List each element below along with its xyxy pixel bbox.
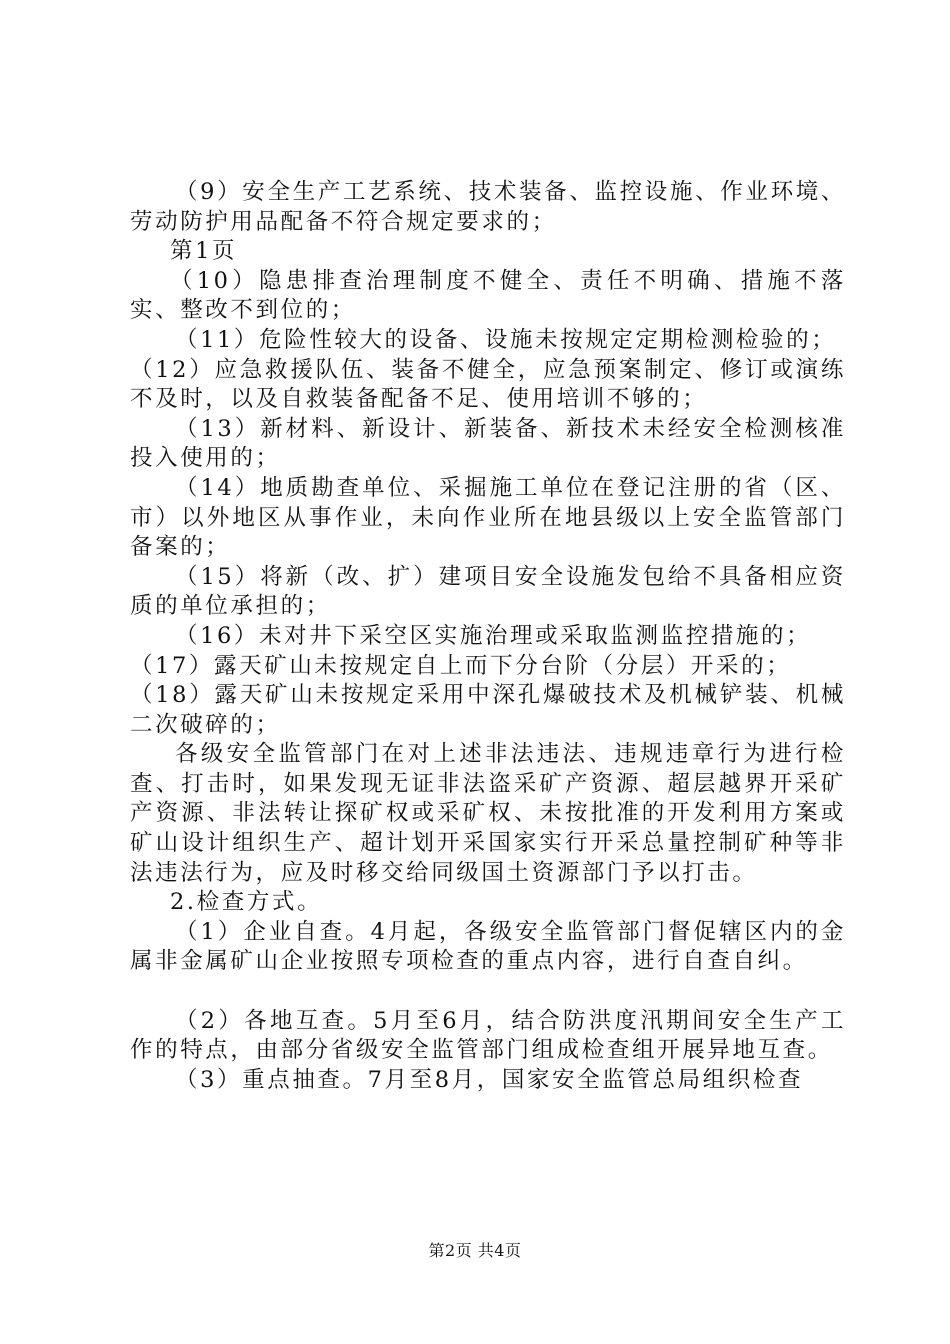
paragraph-key-spot-check: （3）重点抽查。7月至8月，国家安全监管总局组织检查 (175, 1066, 804, 1093)
paragraph-item-12: （12）应急救援队伍、装备不健全，应急预案制定、修订或演练不及时，以及自救装备配备不足、使用培训不够的； (130, 356, 846, 413)
page-footer: 第2页 共4页 (428, 1241, 522, 1260)
paragraph-item-16: （16）未对井下采空区实施治理或采取监测监控措施的； (175, 622, 812, 649)
paragraph-handover-note: 各级安全监管部门在对上述非法违法、违规违章行为进行检查、打击时，如果发现无证非法盗采矿产资源、超层越界开采矿产资源、非法转让探矿权或采矿权、未按批准的开发利用方案或矿山设计组织生产、超计划开采国家实行开采总量控制矿种等非法违法行为，应及时移交给同级国土资源部门予以打击。 (130, 741, 846, 886)
paragraph-mutual-inspection: （2）各地互查。5月至6月，结合防洪度汛期间安全生产工作的特点，由部分省级安全监管部门组成检查组开展异地互查。 (130, 1007, 846, 1064)
page-marker: 第1页 (170, 238, 238, 265)
paragraph-item-11: （11）危险性较大的设备、设施未按规定定期检测检验的； (175, 326, 837, 353)
paragraph-item-15: （15）将新（改、扩）建项目安全设施发包给不具备相应资质的单位承担的； (130, 563, 846, 620)
paragraph-item-10: （10）隐患排查治理制度不健全、责任不明确、措施不落实、整改不到位的； (130, 267, 846, 324)
section-heading-inspection-method: 2.检查方式。 (170, 889, 323, 916)
paragraph-item-13: （13）新材料、新设计、新装备、新技术未经安全检测核准投入使用的； (130, 415, 846, 472)
paragraph-self-inspection: （1）企业自查。4月起，各级安全监管部门督促辖区内的金属非金属矿山企业按照专项检查的重点内容，进行自查自纠。 (130, 918, 846, 975)
document-body (130, 178, 846, 1095)
paragraph-item-9: （9）安全生产工艺系统、技术装备、监控设施、作业环境、劳动防护用品配备不符合规定要求的； (130, 179, 846, 235)
paragraph-item-18: （18）露天矿山未按规定采用中深孔爆破技术及机械铲装、机械二次破碎的； (130, 682, 846, 738)
paragraph-item-17: （17）露天矿山未按规定自上而下分台阶（分层）开采的； (130, 652, 792, 679)
paragraph-item-14: （14）地质勘查单位、采掘施工单位在登记注册的省（区、市）以外地区从事作业，未向作业所在地县级以上安全监管部门备案的； (130, 474, 846, 561)
